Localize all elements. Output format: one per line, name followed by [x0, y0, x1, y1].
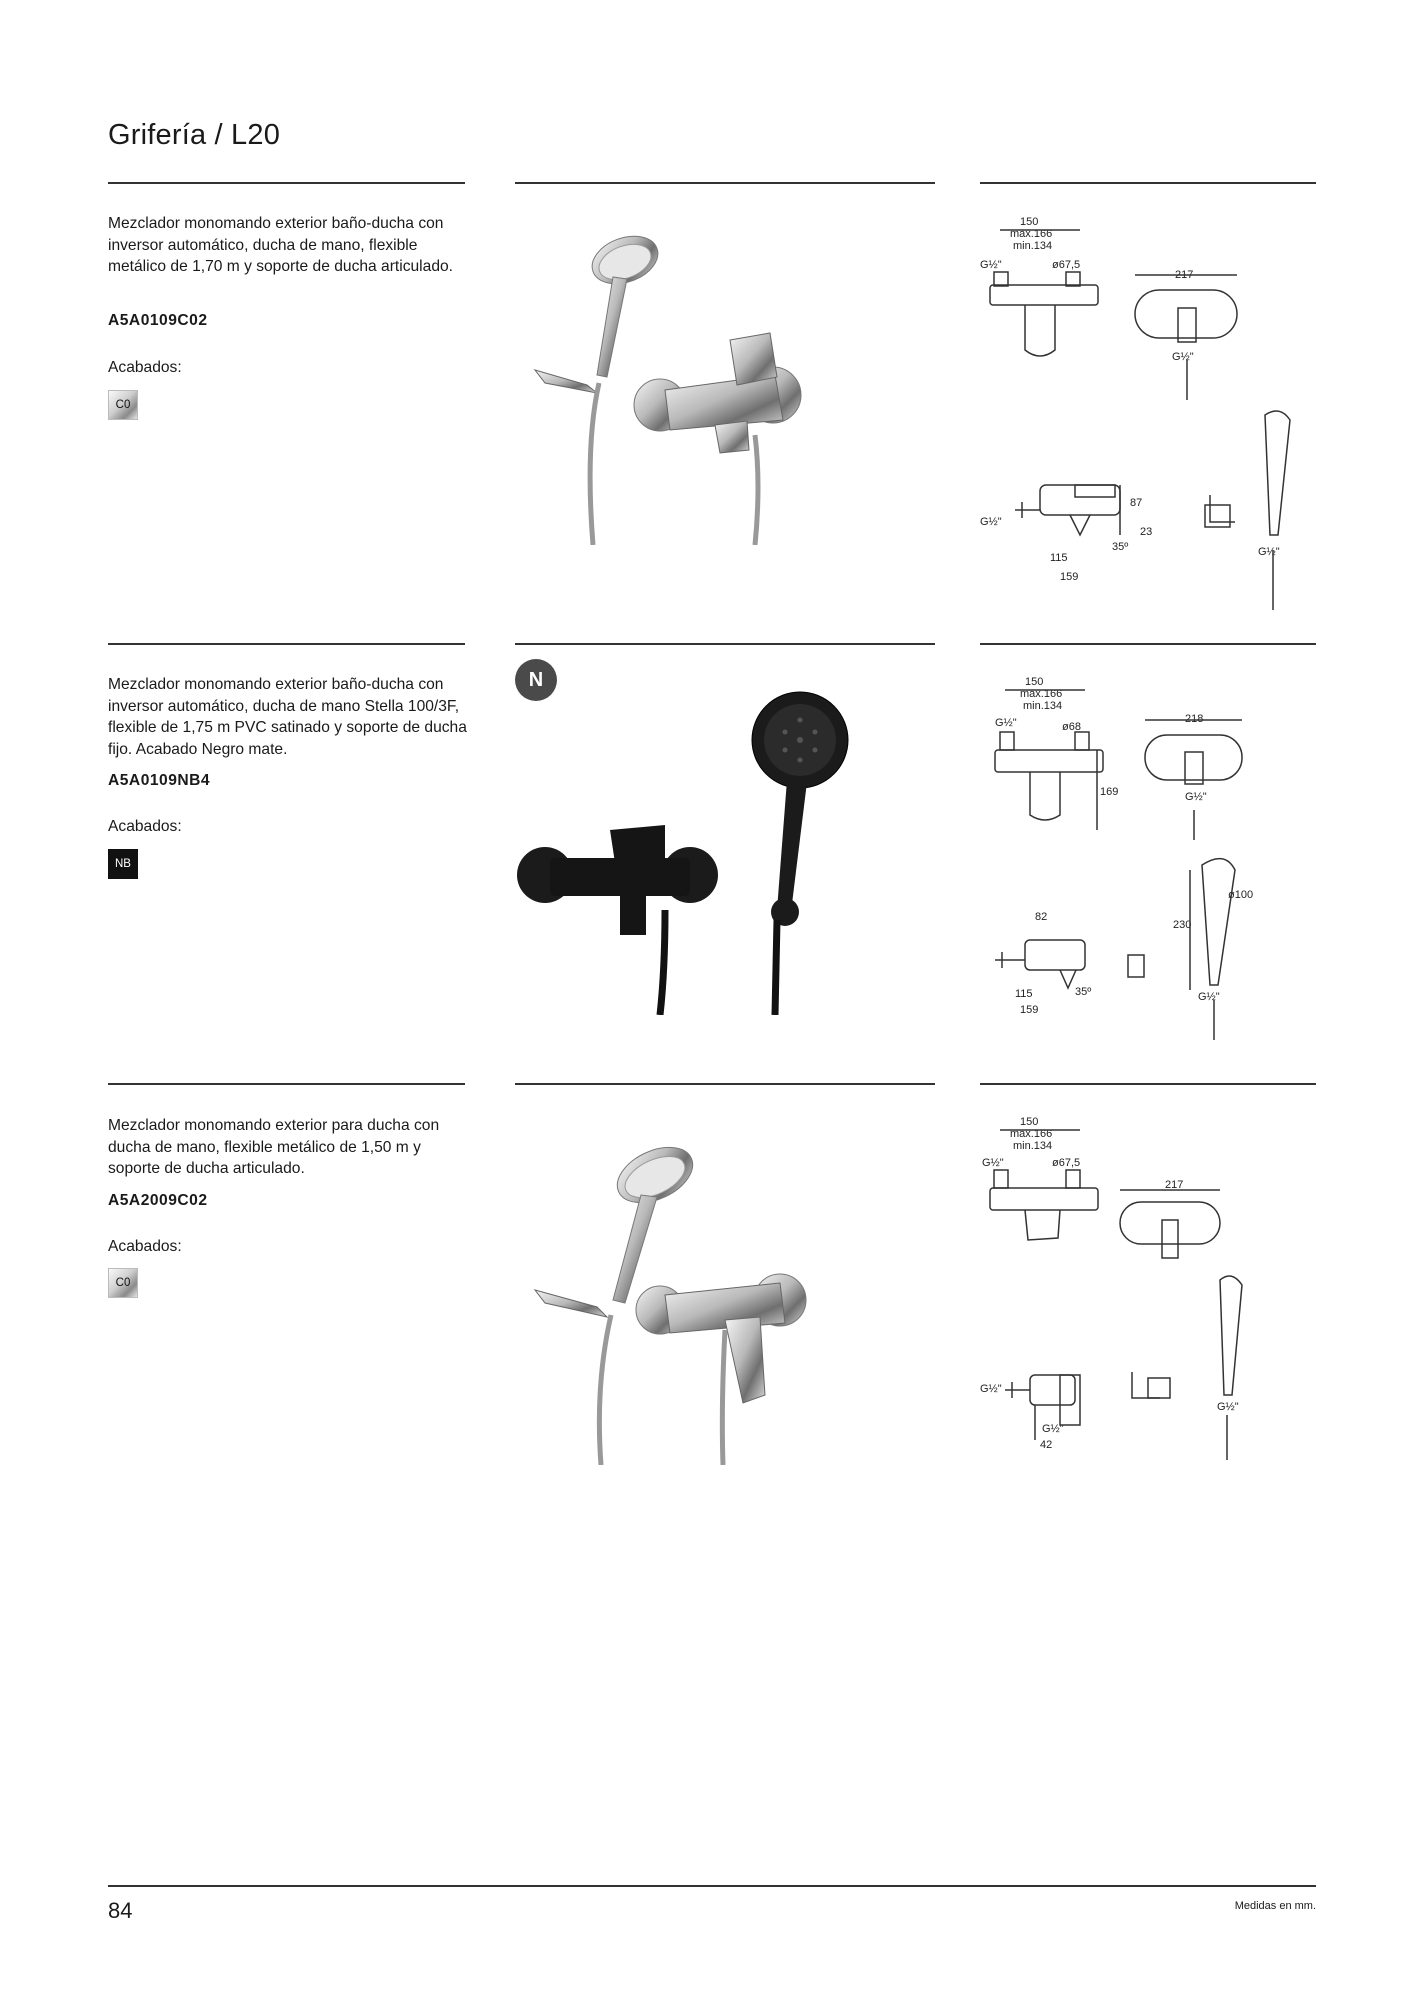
dim-thread: G½"	[995, 717, 1017, 729]
dim-diameter: ø67,5	[1052, 1157, 1081, 1169]
technical-drawing-3	[980, 1110, 1320, 1470]
section-divider	[515, 182, 935, 184]
product-photo-shower-mixer	[515, 1125, 935, 1465]
dim-height: 87	[1130, 497, 1143, 509]
technical-drawing-2	[980, 670, 1320, 1050]
dim-hand-thread: G½"	[1217, 1401, 1239, 1413]
finish-swatch-matte-black[interactable]: NB	[108, 849, 138, 879]
dim-top-thread: G½"	[1185, 791, 1207, 803]
dim-side-thread: G½"	[980, 1383, 1002, 1395]
product-description: Mezclador monomando exterior baño-ducha con inversor automático, ducha de mano Stella 100/3F, flexible de 1,75 m PVC satinado y soporte de ducha fijo. Acabado Negro mate.	[108, 676, 467, 758]
page-number: 84	[108, 1898, 133, 1923]
dim-max: max.166	[1010, 228, 1053, 240]
dim-thread: G½"	[982, 1157, 1004, 1169]
dim-hand-length: 230	[1173, 919, 1192, 931]
dim-depth-2: 159	[1060, 571, 1079, 583]
dim-depth-1: 115	[1015, 988, 1033, 1000]
finishes-label: Acabados:	[108, 359, 182, 376]
dim-side-thread: G½"	[980, 516, 1002, 528]
dim-angle: 35º	[1075, 986, 1092, 998]
dim-top-width: 217	[1175, 269, 1194, 281]
product-description: Mezclador monomando exterior para ducha con ducha de mano, flexible metálico de 1,50 m y soporte de ducha articulado.	[108, 1117, 440, 1177]
dim-depth: 42	[1040, 1439, 1053, 1451]
finish-swatch-chrome[interactable]: C0	[108, 1268, 138, 1298]
section-divider	[515, 643, 935, 645]
section-divider	[980, 182, 1316, 184]
dim-max: max.166	[1020, 688, 1063, 700]
units-note: Medidas en mm.	[1234, 1900, 1316, 1912]
dim-top-depth: 82	[1035, 911, 1048, 923]
dim-hand-thread: G½"	[1258, 546, 1280, 558]
dim-depth-2: 159	[1020, 1004, 1039, 1016]
dim-diameter: ø67,5	[1052, 259, 1081, 271]
section-divider	[108, 182, 465, 184]
page-title: Grifería / L20	[108, 119, 281, 152]
dim-spout: 23	[1140, 526, 1153, 538]
technical-drawing-1	[980, 210, 1320, 620]
dim-top-width: 217	[1165, 1179, 1184, 1191]
dim-hand-thread: G½"	[1198, 991, 1220, 1003]
section-divider	[515, 1083, 935, 1085]
product-description: Mezclador monomando exterior baño-ducha con inversor automático, ducha de mano, flexible metálico de 1,70 m y soporte de ducha articulado.	[108, 215, 453, 275]
product-code: A5A0109NB4	[108, 772, 211, 789]
dim-width: 150	[1020, 1116, 1039, 1128]
dim-width: 150	[1025, 676, 1044, 688]
dim-min: min.134	[1013, 1140, 1053, 1152]
section-divider	[980, 1083, 1316, 1085]
product-code: A5A0109C02	[108, 312, 208, 329]
finish-swatch-chrome[interactable]: C0	[108, 390, 138, 420]
dim-min: min.134	[1023, 700, 1063, 712]
dim-max: max.166	[1010, 1128, 1053, 1140]
section-divider	[108, 643, 465, 645]
dim-angle: 35º	[1112, 541, 1129, 553]
product-photo-bath-shower-mixer	[515, 215, 935, 545]
dim-diameter: ø68	[1062, 721, 1081, 733]
section-divider	[980, 643, 1316, 645]
dim-bottom-thread: G½"	[1042, 1423, 1064, 1435]
dim-top-thread: G½"	[1172, 351, 1194, 363]
new-badge: N	[515, 659, 557, 701]
dim-depth-1: 115	[1050, 552, 1068, 564]
product-code: A5A2009C02	[108, 1192, 208, 1209]
finishes-label: Acabados:	[108, 818, 182, 835]
dim-min: min.134	[1013, 240, 1053, 252]
dim-thread: G½"	[980, 259, 1002, 271]
dim-top-width: 218	[1185, 713, 1204, 725]
product-photo-black-bath-shower-mixer	[515, 680, 935, 1015]
dim-height: 169	[1100, 786, 1119, 798]
finishes-label: Acabados:	[108, 1238, 182, 1255]
section-divider	[108, 1083, 465, 1085]
footer-divider	[108, 1885, 1316, 1887]
dim-width: 150	[1020, 216, 1039, 228]
dim-hand-diameter: ø100	[1228, 889, 1254, 901]
